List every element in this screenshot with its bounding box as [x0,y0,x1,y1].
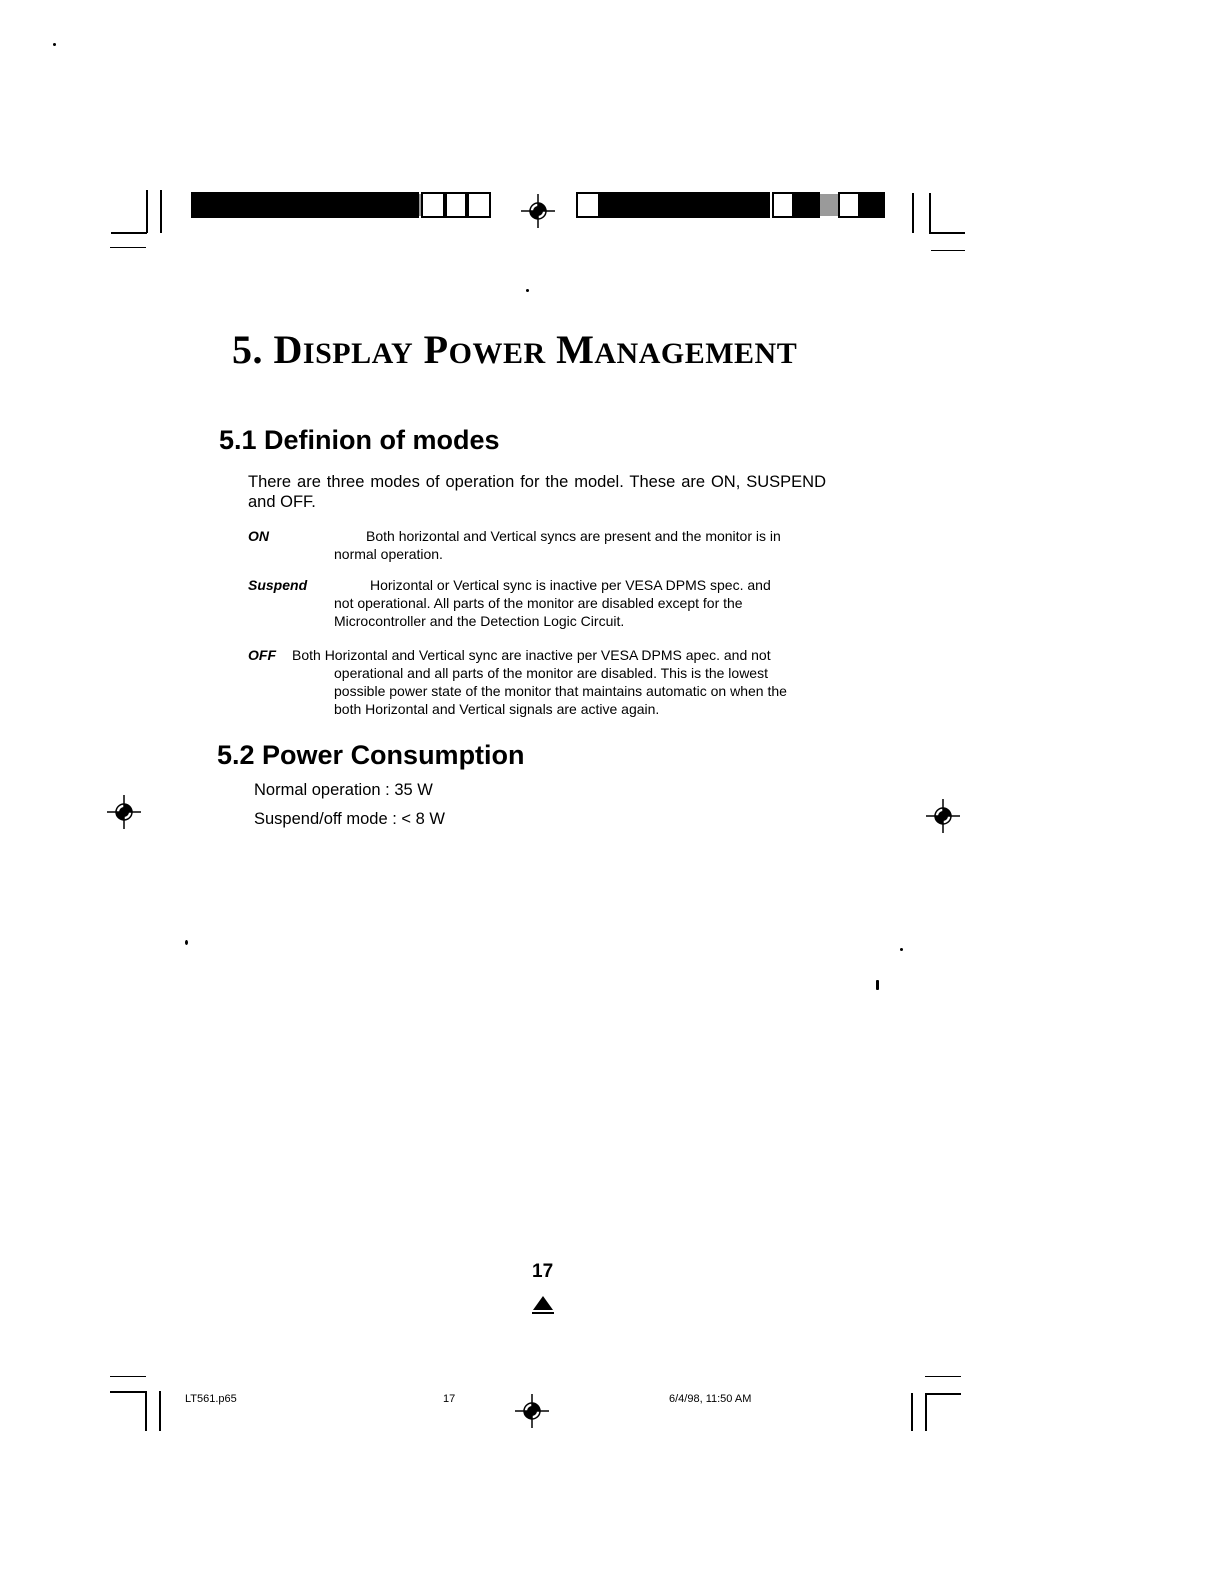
mode-description-continued: operational and all parts of the monitor are disabled. This is the lowest possible power state of the monitor that maintains automatic on when the both Horizontal and Vertical signals are active again. [334,665,787,717]
mode-definition-off [248,646,828,718]
registration-mark-icon [515,1394,549,1428]
scan-speck [185,940,188,945]
registration-mark-icon [926,799,960,833]
power-normal-line: Normal operation : 35 W [254,781,433,799]
footer-filename: LT561.p65 [185,1393,237,1405]
mode-description-continued: normal operation. [334,546,443,562]
scan-speck [526,289,529,292]
registration-mark-icon [107,795,141,829]
mode-term: OFF [248,647,276,663]
triangle-up-icon [533,1296,553,1310]
mode-first-line [248,527,828,545]
page-title [232,326,797,373]
scan-speck [900,948,903,951]
title-number: 5. [232,327,263,372]
mode-description-continued: not operational. All parts of the monitor are disabled except for the Microcontroller and the Detection Logic Circuit. [334,595,743,629]
title-initial: M [556,327,595,372]
mode-first-line [248,646,828,664]
mode-description: Both Horizontal and Vertical sync are inactive per VESA DPMS apec. and not [292,647,771,663]
mode-first-line [248,576,828,594]
title-initial: P [423,327,449,372]
title-rest: OWER [448,337,546,370]
mode-description: Horizontal or Vertical sync is inactive per VESA DPMS spec. and [370,577,771,593]
scan-speck [53,43,56,46]
mode-description: Both horizontal and Vertical syncs are present and the monitor is in [366,528,781,544]
color-bar-right [576,192,885,218]
footer-timestamp: 6/4/98, 11:50 AM [669,1393,752,1405]
mode-definition-suspend [248,576,828,630]
registration-mark-icon [521,194,555,228]
power-suspend-line: Suspend/off mode : < 8 W [254,810,445,828]
title-rest: ISPLAY [302,337,414,370]
footer-page: 17 [443,1393,456,1405]
section-heading-power: 5.2 Power Consumption [217,740,525,770]
section-heading-modes: 5.1 Definion of modes [219,425,500,455]
triangle-underline [532,1312,554,1314]
title-initial: D [273,327,303,372]
page-number: 17 [532,1261,554,1282]
mode-definition-on [248,527,828,563]
mode-term: Suspend [248,577,308,593]
title-rest: ANAGEMENT [594,337,798,370]
scan-speck [876,980,879,990]
mode-term: ON [248,528,269,544]
modes-intro-paragraph: There are three modes of operation for the model. These are ON, SUSPEND and OFF. [248,473,826,511]
color-bar-left [191,192,497,218]
